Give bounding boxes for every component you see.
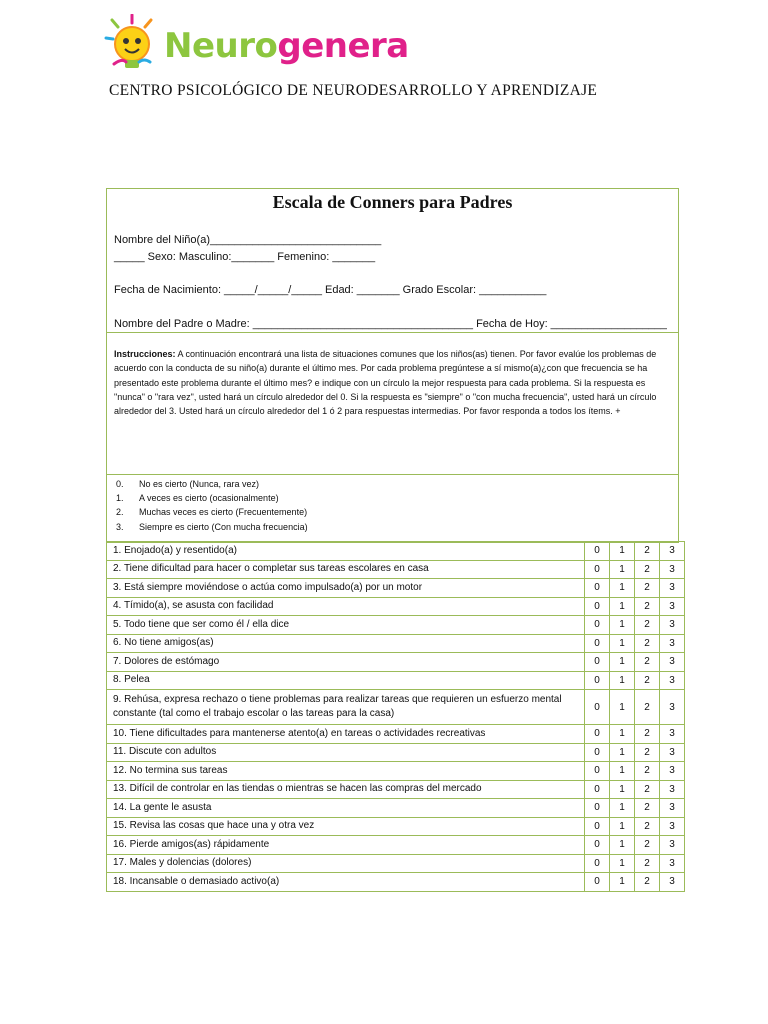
question-row: [107, 634, 685, 653]
instructions-label: Instrucciones:: [114, 349, 176, 359]
option-1[interactable]: 1: [610, 579, 635, 598]
instructions: [114, 347, 669, 418]
option-2[interactable]: 2: [635, 873, 660, 892]
form-header-box: [106, 188, 679, 543]
option-1[interactable]: 1: [610, 762, 635, 781]
question-row: [107, 690, 685, 725]
option-2[interactable]: 2: [635, 542, 660, 561]
question-text: 16. Pierde amigos(as) rápidamente: [107, 836, 585, 855]
question-text: 7. Dolores de estómago: [107, 653, 585, 672]
question-row: [107, 780, 685, 799]
logo-text-neuro: Neuro: [164, 26, 278, 66]
scale-item: 1. A veces es cierto (ocasionalmente): [116, 493, 279, 504]
option-1[interactable]: 1: [610, 560, 635, 579]
question-text: 18. Incansable o demasiado activo(a): [107, 873, 585, 892]
option-0[interactable]: 0: [585, 854, 610, 873]
option-0[interactable]: 0: [585, 579, 610, 598]
scale-item: 2. Muchas veces es cierto (Frecuentemente): [116, 507, 308, 518]
option-3[interactable]: 3: [660, 560, 685, 579]
option-2[interactable]: 2: [635, 579, 660, 598]
option-2[interactable]: 2: [635, 836, 660, 855]
question-text: 1. Enojado(a) y resentido(a): [107, 542, 585, 561]
option-3[interactable]: 3: [660, 542, 685, 561]
option-0[interactable]: 0: [585, 634, 610, 653]
option-3[interactable]: 3: [660, 743, 685, 762]
questions-table: [106, 541, 685, 892]
lightbulb-mascot-icon: [104, 14, 160, 74]
question-text: 6. No tiene amigos(as): [107, 634, 585, 653]
option-3[interactable]: 3: [660, 634, 685, 653]
option-2[interactable]: 2: [635, 854, 660, 873]
question-row: [107, 873, 685, 892]
option-0[interactable]: 0: [585, 597, 610, 616]
option-1[interactable]: 1: [610, 616, 635, 635]
option-1[interactable]: 1: [610, 817, 635, 836]
option-1[interactable]: 1: [610, 836, 635, 855]
option-1[interactable]: 1: [610, 597, 635, 616]
option-1[interactable]: 1: [610, 854, 635, 873]
option-1[interactable]: 1: [610, 799, 635, 818]
question-text: 2. Tiene dificultad para hacer o completar sus tareas escolares en casa: [107, 560, 585, 579]
option-1[interactable]: 1: [610, 671, 635, 690]
option-2[interactable]: 2: [635, 634, 660, 653]
question-row: [107, 597, 685, 616]
question-row: [107, 616, 685, 635]
form-title: Escala de Conners para Padres: [272, 192, 513, 212]
question-row: [107, 836, 685, 855]
logo-text-genera: genera: [277, 26, 409, 66]
birth-age-grade-field[interactable]: Fecha de Nacimiento: _____/_____/_____ Edad: _______ Grado Escolar: ___________: [114, 284, 547, 296]
option-1[interactable]: 1: [610, 542, 635, 561]
scale-item: 0. No es cierto (Nunca, rara vez): [116, 479, 260, 489]
option-3[interactable]: 3: [660, 597, 685, 616]
option-2[interactable]: 2: [635, 671, 660, 690]
question-row: [107, 725, 685, 744]
option-3[interactable]: 3: [660, 780, 685, 799]
option-1[interactable]: 1: [610, 743, 635, 762]
option-2[interactable]: 2: [635, 743, 660, 762]
option-2[interactable]: 2: [635, 597, 660, 616]
question-text: 11. Discute con adultos: [107, 743, 585, 762]
child-name-field[interactable]: Nombre del Niño(a)____________________________: [114, 234, 382, 246]
question-text: 8. Pelea: [107, 671, 585, 690]
option-1[interactable]: 1: [610, 634, 635, 653]
brand-logo: [164, 26, 409, 66]
option-2[interactable]: 2: [635, 817, 660, 836]
option-3[interactable]: 3: [660, 690, 685, 725]
option-0[interactable]: 0: [585, 560, 610, 579]
option-0[interactable]: 0: [585, 725, 610, 744]
option-0[interactable]: 0: [585, 743, 610, 762]
question-text: 15. Revisa las cosas que hace una y otra vez: [107, 817, 585, 836]
question-row: [107, 560, 685, 579]
question-row: [107, 671, 685, 690]
option-0[interactable]: 0: [585, 762, 610, 781]
question-row: [107, 542, 685, 561]
sex-field[interactable]: _____ Sexo: Masculino:_______ Femenino: _______: [114, 251, 376, 263]
question-row: [107, 854, 685, 873]
parent-date-field[interactable]: Nombre del Padre o Madre: ____________________________________ Fecha de Hoy: ___________________: [114, 318, 667, 330]
option-3[interactable]: 3: [660, 725, 685, 744]
option-2[interactable]: 2: [635, 762, 660, 781]
option-3[interactable]: 3: [660, 579, 685, 598]
option-2[interactable]: 2: [635, 560, 660, 579]
question-row: [107, 653, 685, 672]
option-1[interactable]: 1: [610, 780, 635, 799]
question-row: [107, 799, 685, 818]
option-3[interactable]: 3: [660, 817, 685, 836]
option-1[interactable]: 1: [610, 873, 635, 892]
option-3[interactable]: 3: [660, 762, 685, 781]
question-row: [107, 817, 685, 836]
question-text: 17. Males y dolencias (dolores): [107, 854, 585, 873]
option-2[interactable]: 2: [635, 690, 660, 725]
option-3[interactable]: 3: [660, 873, 685, 892]
option-0[interactable]: 0: [585, 690, 610, 725]
scale-item: 3. Siempre es cierto (Con mucha frecuencia): [116, 521, 308, 532]
question-row: [107, 579, 685, 598]
instructions-text: A continuación encontrará una lista de situaciones comunes que los niños(as) tienen. Por favor evalúe los problemas de acuerdo con la conducta de su niño(a) durante el último mes. Por cada problema pregúntese a sí mismo(a)¿con que frecuencia se ha presentado este problema durante el último mes? e indique con un círculo la mejor respuesta para cada problema. Si la respuesta es "nunca" o "rara vez", usted hará un círculo alrededor del 0. Si la respuesta es "siempre" o "con mucha frecuencia", usted hará un círculo alrededor del 3. Usted hará un círculo alrededor del 1 ó 2 para respuestas intermedias. Por favor responda a todos los ítems. +: [114, 349, 657, 417]
question-row: [107, 762, 685, 781]
option-0[interactable]: 0: [585, 780, 610, 799]
option-2[interactable]: 2: [635, 725, 660, 744]
question-text: 12. No termina sus tareas: [107, 762, 585, 781]
question-text: 3. Está siempre moviéndose o actúa como impulsado(a) por un motor: [107, 579, 585, 598]
option-0[interactable]: 0: [585, 542, 610, 561]
question-text: 14. La gente le asusta: [107, 799, 585, 818]
option-0[interactable]: 0: [585, 873, 610, 892]
question-text: 13. Difícil de controlar en las tiendas o mientras se hacen las compras del mercado: [107, 780, 585, 799]
question-text: 10. Tiene dificultades para mantenerse atento(a) en tareas o actividades recreativas: [107, 725, 585, 744]
option-3[interactable]: 3: [660, 653, 685, 672]
option-2[interactable]: 2: [635, 780, 660, 799]
option-0[interactable]: 0: [585, 799, 610, 818]
option-3[interactable]: 3: [660, 671, 685, 690]
option-2[interactable]: 2: [635, 799, 660, 818]
scale-legend: [116, 477, 308, 534]
option-0[interactable]: 0: [585, 653, 610, 672]
option-0[interactable]: 0: [585, 836, 610, 855]
option-3[interactable]: 3: [660, 616, 685, 635]
option-0[interactable]: 0: [585, 671, 610, 690]
center-name: CENTRO PSICOLÓGICO DE NEURODESARROLLO Y APRENDIZAJE: [109, 82, 598, 99]
divider: [107, 332, 678, 333]
option-3[interactable]: 3: [660, 799, 685, 818]
option-2[interactable]: 2: [635, 616, 660, 635]
option-1[interactable]: 1: [610, 725, 635, 744]
option-0[interactable]: 0: [585, 817, 610, 836]
option-0[interactable]: 0: [585, 616, 610, 635]
divider: [107, 474, 678, 475]
option-3[interactable]: 3: [660, 836, 685, 855]
question-text: 5. Todo tiene que ser como él / ella dice: [107, 616, 585, 635]
question-text: 9. Rehúsa, expresa rechazo o tiene problemas para realizar tareas que requieren un esfuerzo mental constante (tal como el trabajo escolar o las tareas para la casa): [107, 690, 585, 725]
question-text: 4. Tímido(a), se asusta con facilidad: [107, 597, 585, 616]
option-3[interactable]: 3: [660, 854, 685, 873]
option-2[interactable]: 2: [635, 653, 660, 672]
option-1[interactable]: 1: [610, 653, 635, 672]
option-1[interactable]: 1: [610, 690, 635, 725]
question-row: [107, 743, 685, 762]
